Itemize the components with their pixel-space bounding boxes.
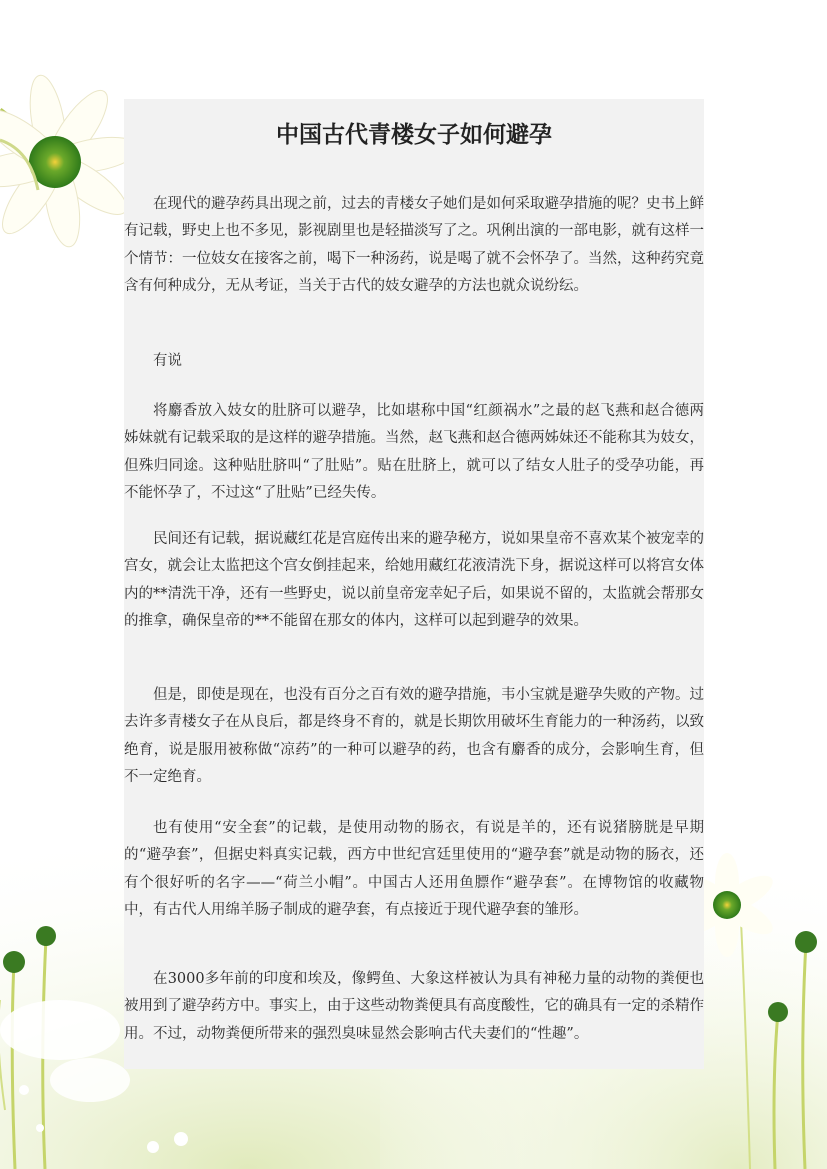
daisy-flower-icon <box>0 73 142 250</box>
paragraph-saffron: 民间还有记载，据说藏红花是宫庭传出来的避孕秘方，说如果皇帝不喜欢某个被宠幸的宫女，就会让太监把这个宫女倒挂起来，给她用藏红花液清洗下身，据说这样可以将宫女体内的**清洗干净，还有一些野史，说以前皇帝宠幸妃子后，如果说不留的，太监就会帮那女的推拿，确保皇帝的**不能留在那女的体内，这样可以起到避孕的效果。 <box>124 531 704 629</box>
page-title: 中国古代青楼女子如何避孕 <box>276 122 552 148</box>
paragraph-condom: 也有使用“安全套”的记载，是使用动物的肠衣，有说是羊的，还有说猪膀胱是早期的“避孕套”，但据史料真实记载，西方中世纪宫廷里使用的“避孕套”就是动物的肠衣，还有个很好听的名字——“荷兰小帽”。中国古人还用鱼膘作“避孕套”。在博物馆的收藏物中，有古代人用绵羊肠子制成的避孕套，有点接近于现代避孕套的雏形。 <box>124 820 704 918</box>
paragraph-musk: 将麝香放入妓女的肚脐可以避孕，比如堪称中国“红颜祸水”之最的赵飞燕和赵合德两姊妹就有记载采取的是这样的避孕措施。当然，赵飞燕和赵合德两姊妹还不能称其为妓女，但殊归同途。这种贴肚脐叫“了肚贴”。贴在肚脐上，就可以了结女人肚子的受孕功能，再不能怀孕了，不过这“了肚贴”已经失传。 <box>124 403 704 501</box>
paragraph-you-shuo: 有说 <box>153 353 182 369</box>
paragraph-ancient: 在3000多年前的印度和埃及，像鳄鱼、大象这样被认为具有神秘力量的动物的粪便也被用到了避孕药方中。事实上，由于这些动物粪便具有高度酸性，它的确具有一定的杀精作用。不过，动物粪便所带来的强烈臭味显然会影响古代夫妻们的“性趣”。 <box>124 971 704 1042</box>
paragraph-failure: 但是，即使是现在，也没有百分之百有效的避孕措施，韦小宝就是避孕失败的产物。过去许多青楼女子在从良后，都是终身不育的，就是长期饮用破坏生育能力的一种汤药，以致绝育，说是服用被称做“凉药”的一种可以避孕的药，也含有麝香的成分，会影响生育，但不一定绝育。 <box>124 687 704 785</box>
paragraph-intro: 在现代的避孕药具出现之前，过去的青楼女子她们是如何采取避孕措施的呢？史书上鲜有记载，野史上也不多见，影视剧里也是轻描淡写了之。巩俐出演的一部电影，就有这样一个情节：一位妓女在接客之前，喝下一种汤药，说是喝了就不会怀孕了。当然，这种药究竟含有何种成分，无从考证，当关于古代的妓女避孕的方法也就众说纷纭。 <box>124 196 704 294</box>
